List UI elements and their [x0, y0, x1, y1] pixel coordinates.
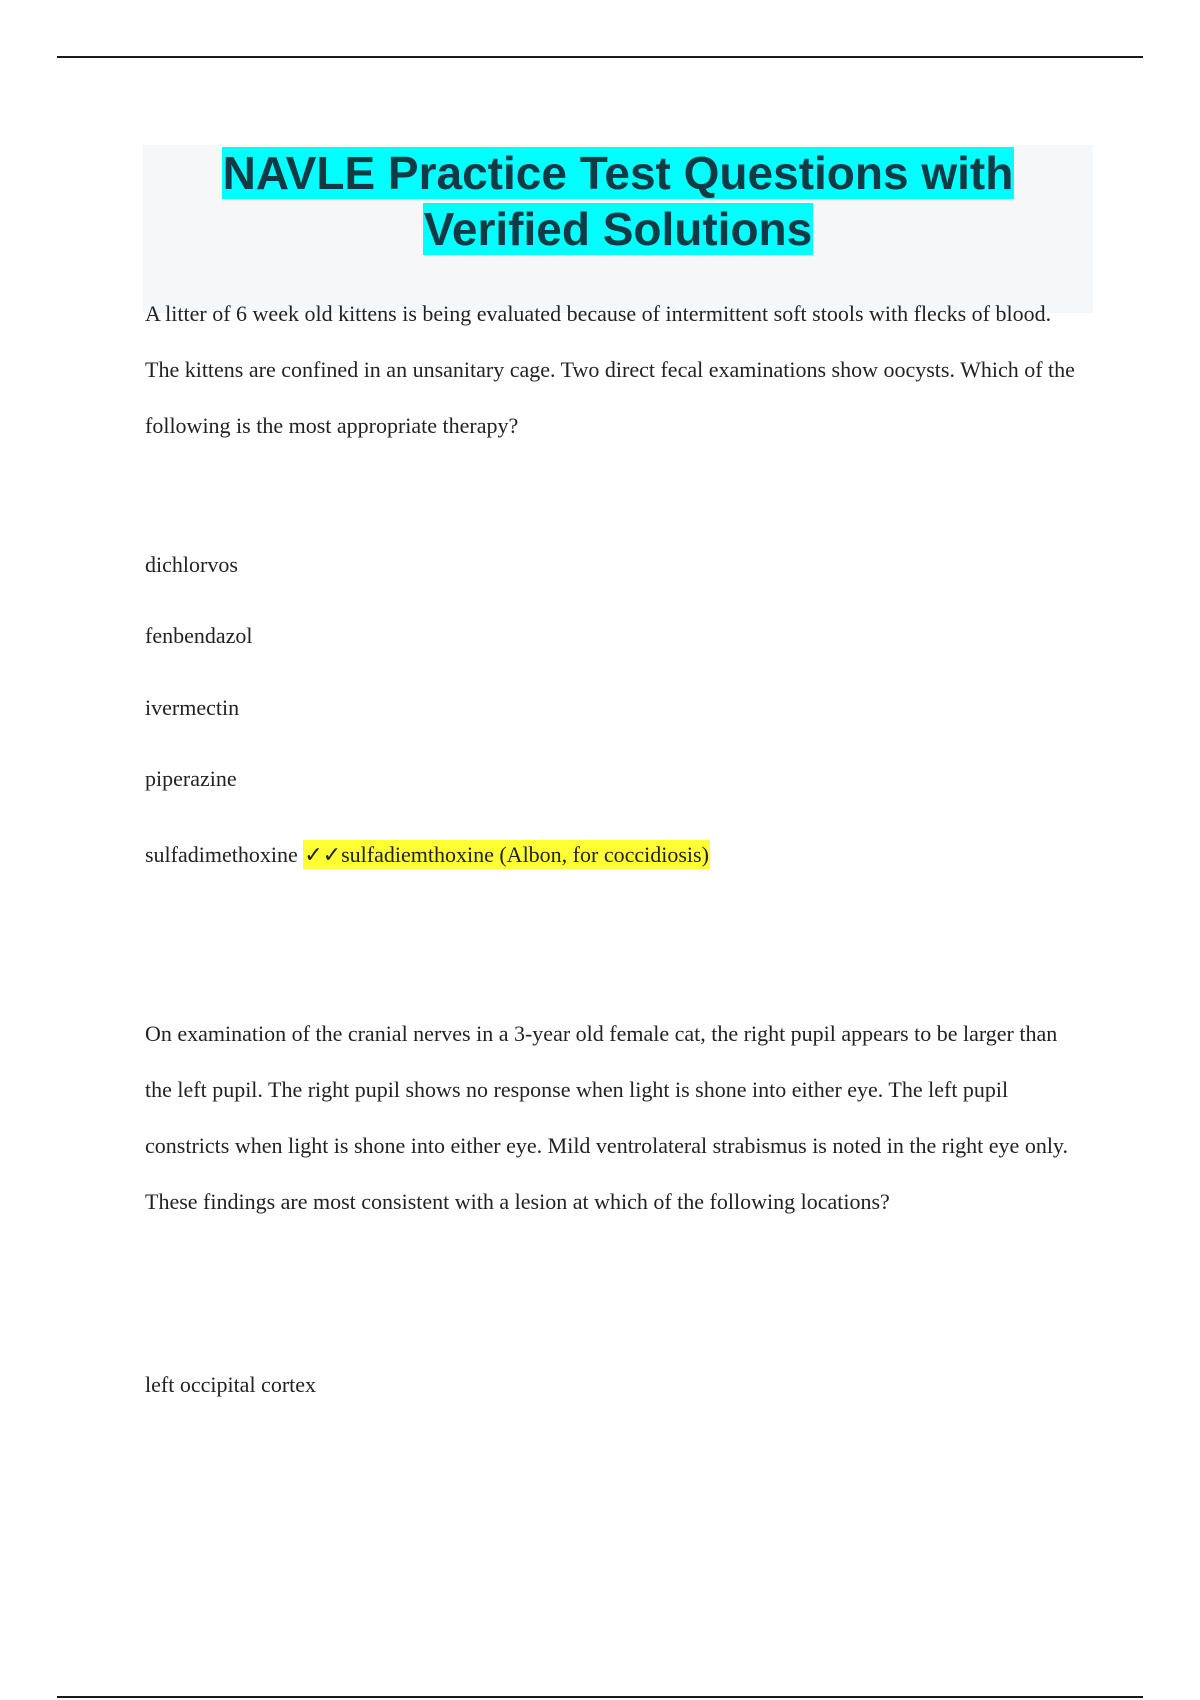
question-1-answer: ✓✓sulfadiemthoxine (Albon, for coccidiosis) — [304, 842, 709, 867]
question-1-option-5-row — [145, 842, 710, 868]
question-1-option-1: dichlorvos — [145, 552, 238, 577]
question-1-text: A litter of 6 week old kittens is being evaluated because of intermittent soft stools with flecks of blood. The kittens are confined in an unsanitary cage. Two direct fecal examinations show oocysts. Which of the following is the most appropriate therapy? — [145, 301, 1075, 438]
question-2-option-1: left occipital cortex — [145, 1372, 317, 1397]
title-line-2: Verified Solutions — [423, 203, 813, 255]
question-1-option-4: piperazine — [145, 766, 237, 791]
document-title — [143, 145, 1093, 257]
question-2-text: On examination of the cranial nerves in a 3-year old female cat, the right pupil appears to be larger than the left pupil. The right pupil shows no response when light is shone into either eye. The left pupil constricts when light is shone into either eye. Mild ventrolateral strabismus is noted in the right eye only. These findings are most consistent with a lesion at which of the following locations? — [145, 1021, 1069, 1214]
footer-rule — [57, 1696, 1143, 1698]
title-line-1: NAVLE Practice Test Questions with — [222, 147, 1014, 199]
header-rule — [57, 56, 1143, 58]
question-1-option-2: fenbendazol — [145, 623, 253, 648]
question-1-option-5: sulfadimethoxine — [145, 842, 298, 867]
question-1-option-3: ivermectin — [145, 695, 240, 720]
